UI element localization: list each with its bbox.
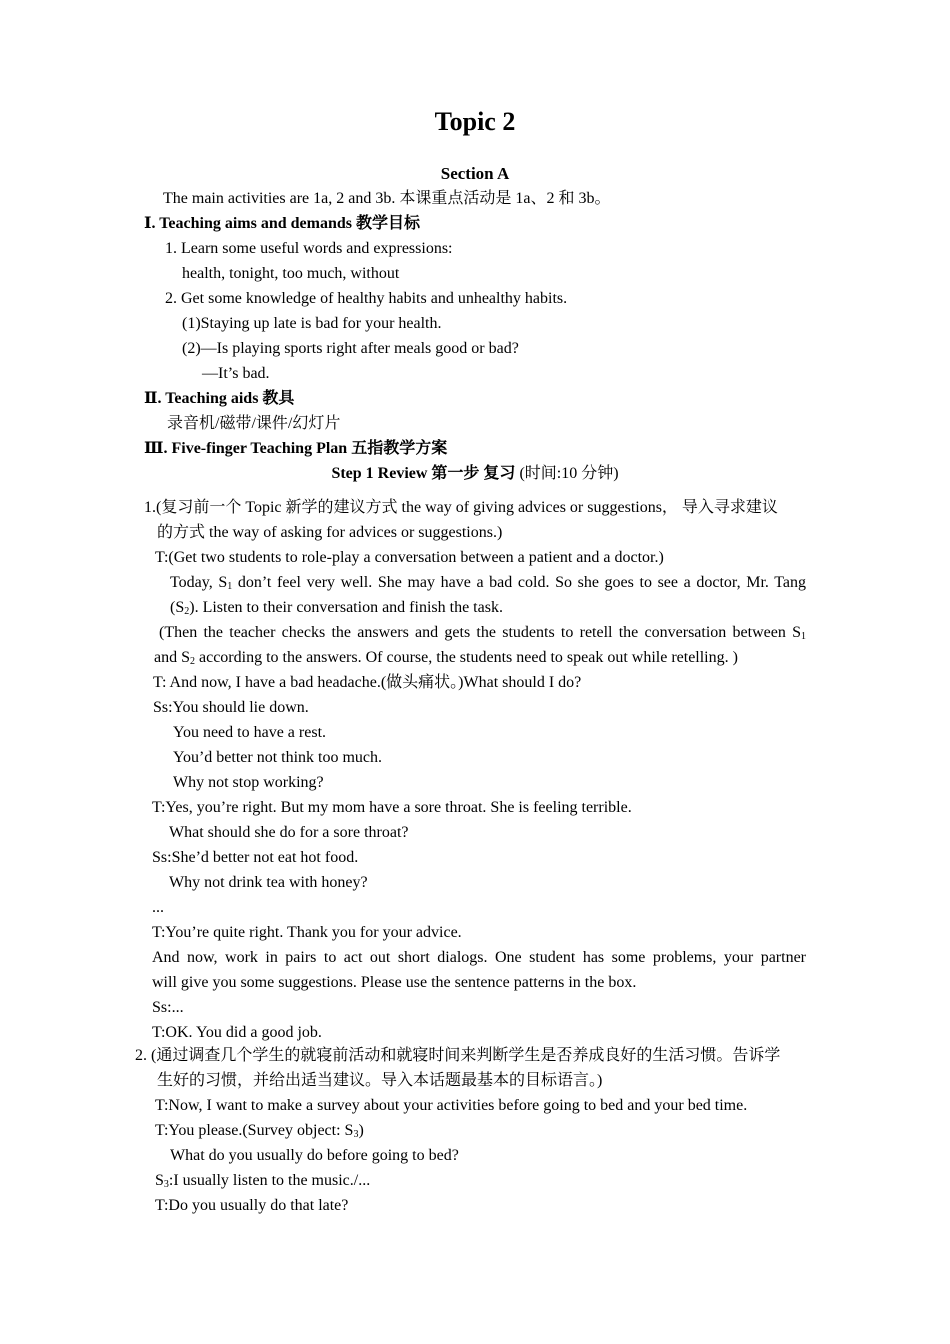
teaching-aids-list: 录音机/磁带/课件/幻灯片 <box>167 415 341 432</box>
teacher-note-cont: and $S_2$ according to the answers. Of course, the students need to speak out while retelling. ) <box>154 649 738 667</box>
review-item-1-cont: 的方式 the way of asking for advices or suggestions.) <box>157 524 503 541</box>
teacher-line: T:Now, I want to make a survey about your activities before going to bed and your bed time. <box>155 1097 748 1114</box>
teacher-line: T:(Get two students to role-play a conversation between a patient and a doctor.) <box>155 549 664 566</box>
teacher-line: T:You please.(Survey object: $S_3$) <box>155 1122 364 1140</box>
scenario-line-cont: $(S_2)$. Listen to their conversation and finish the task. <box>170 599 503 617</box>
aim-1-words: health, tonight, too much, without <box>182 265 400 282</box>
aim-1: 1. Learn some useful words and expressions: <box>165 240 453 257</box>
aim-2: 2. Get some knowledge of healthy habits and unhealthy habits. <box>165 290 568 307</box>
teacher-line: T:OK. You did a good job. <box>152 1024 322 1041</box>
review-item-2-cont: 生好的习惯，并给出适当建议。导入本话题最基本的目标语言。) <box>157 1072 603 1089</box>
teacher-line: T:Do you usually do that late? <box>155 1197 349 1214</box>
page-title: Topic 2 <box>434 107 516 136</box>
aim-2-example-2-answer: —It’s bad. <box>202 365 270 382</box>
student-line: $S_3:I$ usually listen to the music./... <box>155 1172 371 1190</box>
students-line: Why not stop working? <box>173 774 324 791</box>
students-line: Ss:You should lie down. <box>153 699 309 716</box>
students-line: Why not drink tea with honey? <box>169 874 368 891</box>
heading-teaching-aims: Ⅰ. Teaching aims and demands 教学目标 <box>144 215 420 232</box>
pair-work-instruction: And now, work in pairs to act out short dialogs. One student has some problems, your partner <box>152 949 806 966</box>
teacher-line: T:Yes, you’re right. But my mom have a sore throat. She is feeling terrible. <box>152 799 632 816</box>
students-line: You need to have a rest. <box>173 724 327 741</box>
students-line: You’d better not think too much. <box>173 749 383 766</box>
teacher-line: T:You’re quite right. Thank you for your advice. <box>152 924 462 941</box>
heading-teaching-plan: Ⅲ. Five-finger Teaching Plan 五指教学方案 <box>144 440 448 457</box>
ellipsis-line: ... <box>152 899 164 916</box>
students-line: Ss:She’d better not eat hot food. <box>152 849 359 866</box>
teacher-line: T: And now, I have a bad headache.(做头痛状。)What should I do? <box>153 674 582 691</box>
intro-line: The main activities are 1a, 2 and 3b. 本课重点活动是 1a、2 和 3b。 <box>163 190 611 207</box>
students-line: Ss:... <box>152 999 184 1016</box>
scenario-line: Today, $S_1$ don’t feel very well. She may have a bad cold. So she goes to see a doctor, Mr. Tang <box>170 574 806 592</box>
teacher-line: What should she do for a sore throat? <box>169 824 409 841</box>
aim-2-example-1: (1)Staying up late is bad for your health. <box>182 315 442 332</box>
step-1-time: (时间:10 分钟) <box>515 465 619 482</box>
pair-work-instruction-cont: will give you some suggestions. Please use the sentence patterns in the box. <box>152 974 637 991</box>
review-item-2: 2. (通过调查几个学生的就寝前活动和就寝时间来判断学生是否养成良好的生活习惯。告诉学 <box>135 1047 781 1064</box>
review-item-1: 1.(复习前一个 Topic 新学的建议方式 the way of giving advices or suggestions， 导入寻求建议 <box>144 499 778 516</box>
teacher-note: (Then the teacher checks the answers and gets the students to retell the conversation between $S_1$ <box>159 624 806 642</box>
section-heading: Section A <box>440 164 510 183</box>
heading-teaching-aids: Ⅱ. Teaching aids 教具 <box>144 390 295 407</box>
teacher-line: What do you usually do before going to bed? <box>170 1147 459 1164</box>
aim-2-example-2: (2)—Is playing sports right after meals good or bad? <box>182 340 519 357</box>
step-1-heading <box>0 464 950 484</box>
step-1-title: Step 1 Review 第一步 复习 <box>331 465 516 482</box>
